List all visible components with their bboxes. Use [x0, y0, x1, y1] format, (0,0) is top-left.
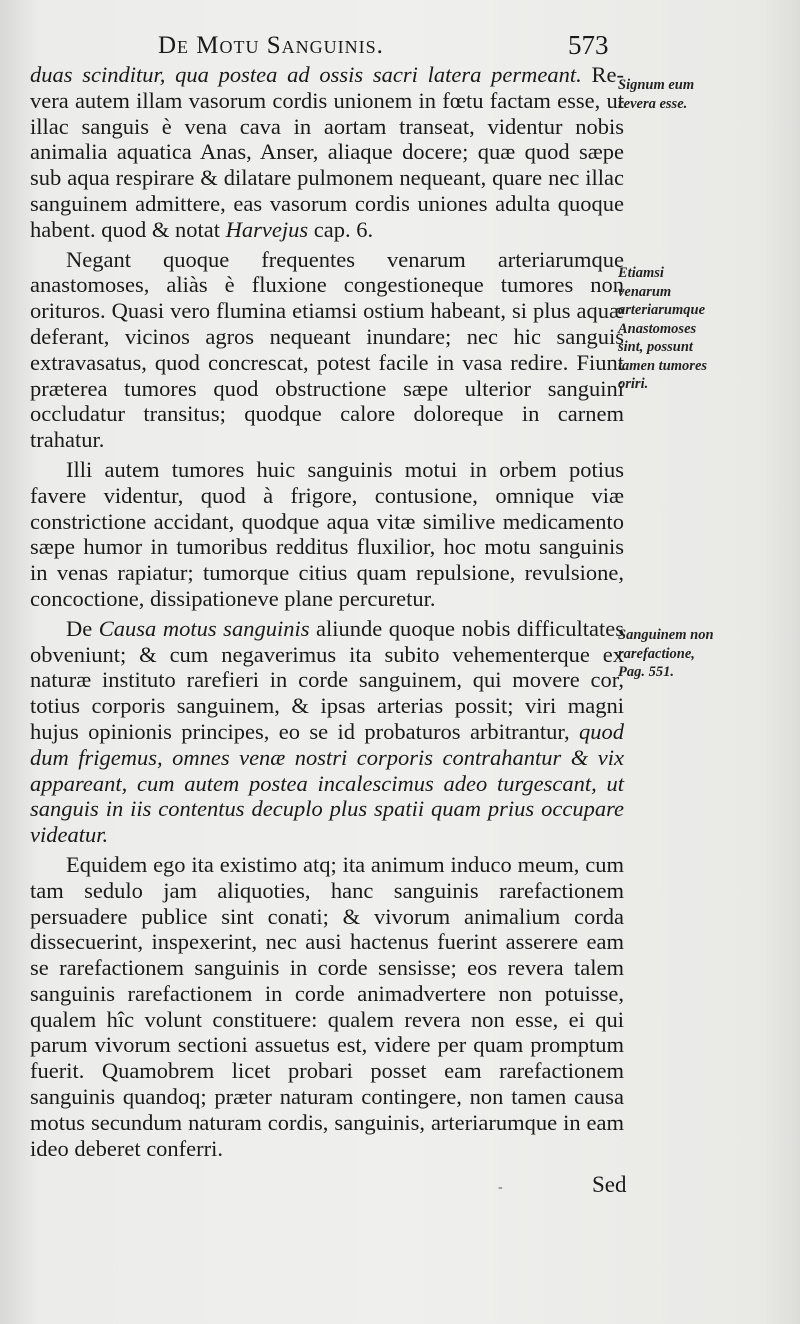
paragraph — [30, 457, 624, 612]
catchword: Sed — [592, 1172, 627, 1197]
text-run: Equidem ego ita existimo atq; ita animum induco meum, cum tam sedulo jam aliquoties, hanc sanguinis rarefactionem persuadere publice sint conati; & vivorum animalium corda dissecuerint, inspexerint, nec ausi hactenus fuerint asserere eam se rarefactionem sanguinis in corde sensisse; eos revera talem sanguinis rarefactionem in corde animadvertere non potuisse, qualem hîc volunt constituere: qualem revera non esse, ei qui parum vivorum sectioni assuetus est, videre per quam promptum fuerit. Quamobrem licet probari posset eam rarefactionem sanguinis quandoq; præter naturam contingere, non tamen causa motus secundum naturam cordis, sanguinis, arteriarumque in eam ideo deberet conferri. — [30, 851, 624, 1161]
text-run: cap. 6. — [308, 216, 374, 242]
paragraph — [30, 247, 624, 453]
page-header — [0, 28, 800, 64]
text-run: aliunde quoque nobis difficultates obveniunt; & cum negaverimus ita subito vehementerque ex naturæ instituto rarefieri in corde sanguinem, qui movere cor, totius corporis sanguinem, & ipsas arterias possit; viri magni hujus opinionis principes, eo se id probaturos arbitrantur, — [30, 615, 624, 744]
margin-note: Sanguinem non rarefactione, Pag. 551. — [618, 627, 714, 680]
running-title: De Motu Sanguinis. — [158, 32, 384, 59]
text-run: Negant quoque frequentes venarum arteriarumque anastomoses, aliàs è fluxione congestioneque tumores non orituros. Quasi vero flumina etiamsi ostium habeant, si plus aquæ deferant, vicinos agros nequeant inundare; nec hic sanguis extravasatus, quod concrescat, potest facile in vasa redire. Fiunt præterea tumores quod obstructione sæpe ulterior sanguini occludatur transitus; quodque calore doloreque in carnem trahatur. — [30, 246, 624, 453]
printer-dash: - — [498, 1180, 503, 1195]
text-run: Harvejus — [225, 216, 309, 242]
paragraph — [30, 616, 624, 848]
text-run: De — [66, 615, 99, 641]
paragraph — [30, 852, 624, 1162]
margin-note: Signum eum revera esse. — [618, 77, 695, 112]
text-run: quod dum frigemus, omnes venæ nostri corporis contrahantur & vix appareant, cum autem postea incalescimus adeo turgescant, ut sanguis in iis contentus decuplo plus spatii quam prius occupare videatur. — [30, 718, 624, 848]
margin-note: Etiamsi venarum arteriarumque Anastomoses sint, possunt tamen tumores oriri. — [618, 265, 708, 392]
page-number: 573 — [568, 30, 609, 60]
text-run: Causa motus sanguinis — [98, 615, 310, 641]
text-run: Re-vera autem illam vasorum cordis unionem in fœtu factam esse, ut illac sanguis è vena cava in aortam transeat, videntur nobis animalia aquatica Anas, Anser, aliaque docere; quæ quod sæpe sub aqua respirare & dilatare pulmonem nequeant, quare nec illac sanguinem admittere, eas vasorum cordis uniones adulta quoque habent. quod & notat — [30, 62, 624, 242]
text-run: Illi autem tumores huic sanguinis motui in orbem potius favere videntur, quod à frigore, contusione, omnique viæ constrictione accidant, quodque aqua vitæ similive medicamento sæpe humor in tumoribus redditus fluxilior, hoc motu sanguinis in venas rapiatur; tumorque citius quam repulsione, revulsione, concoctione, dissipationeve plane percuretur. — [30, 456, 624, 611]
paragraph — [30, 62, 624, 243]
body-text — [30, 62, 624, 1161]
text-run: duas scinditur, qua postea ad ossis sacri latera permeant. — [30, 62, 582, 87]
